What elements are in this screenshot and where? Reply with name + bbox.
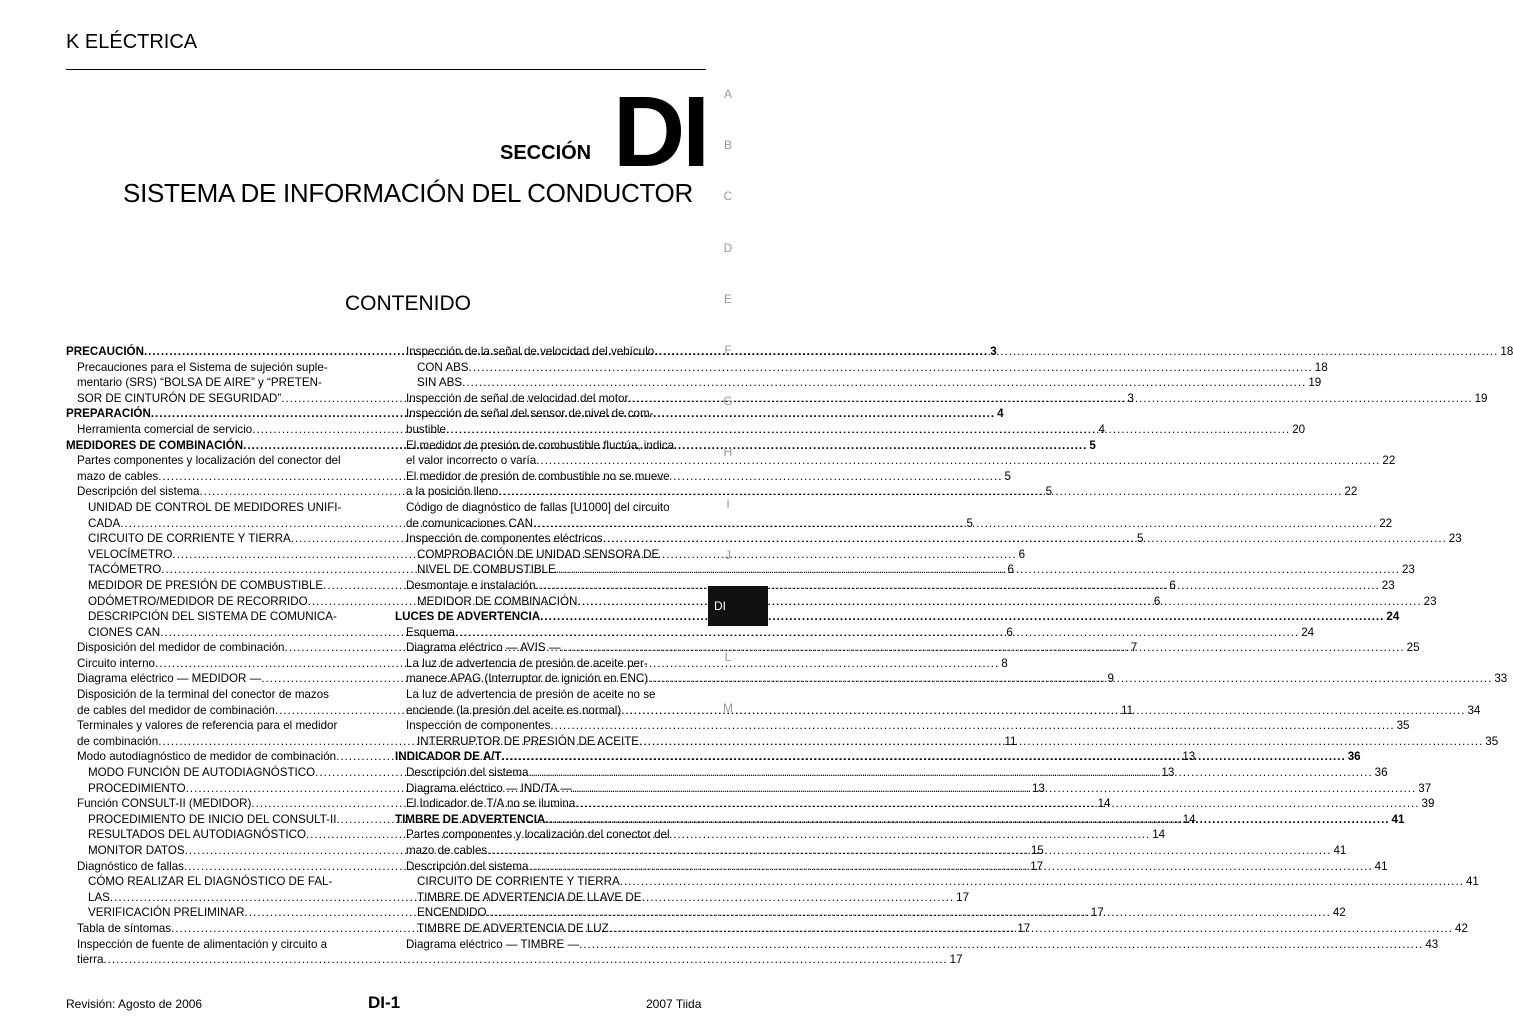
toc-entry-page: 5	[1045, 485, 1053, 499]
section-index-letter[interactable]: F	[724, 343, 732, 357]
toc-entry-text: enciende (la presión del aceite es normal)	[406, 703, 622, 717]
header-rule	[66, 69, 706, 70]
toc-entry-text: CIRCUITO DE CORRIENTE Y TIERRA	[417, 875, 620, 889]
toc-leader-dots	[487, 843, 1331, 859]
toc-entry-text: ENCENDIDO	[417, 906, 487, 920]
toc-entry-page: 22	[1379, 516, 1393, 530]
section-code: DI	[613, 76, 707, 188]
toc-entry-page: 42	[1332, 906, 1346, 920]
toc-entry-text: bustible	[406, 422, 446, 436]
toc-entry-text: UNIDAD DE CONTROL DE MEDIDORES UNIFI-	[88, 500, 342, 514]
section-index-letter[interactable]: B	[723, 138, 732, 153]
toc-entry-text: Partes componentes y localización del conector del	[406, 828, 670, 842]
toc-entry-text: mentario (SRS) “BOLSA DE AIRE” y “PRETEN-	[77, 376, 322, 390]
toc-leader-dots	[575, 796, 1419, 812]
toc-entry-text: Tabla de síntomas	[77, 921, 172, 935]
toc-entry-page: 4	[1098, 422, 1105, 436]
toc-entry	[66, 609, 373, 625]
toc-entry-page: 24	[1301, 625, 1315, 639]
toc-leader-dots	[533, 516, 1377, 532]
toc-entry-page: 17	[1090, 906, 1104, 920]
toc-entry	[395, 890, 702, 906]
toc-entry-text: NIVEL DE COMBUSTIBLE	[417, 563, 556, 577]
toc-entry-page: 13	[1161, 766, 1175, 780]
toc-entry-text: CIRCUITO DE CORRIENTE Y TIERRA	[88, 532, 291, 546]
toc-entry-text: de comunicaciones CAN	[406, 516, 533, 530]
section-index-letter[interactable]: I	[726, 496, 730, 511]
toc-entry-page: 41	[1374, 859, 1388, 873]
toc-entry-text: SIN ABS	[417, 376, 463, 390]
page-title: SISTEMA DE INFORMACIÓN DEL CONDUCTOR	[123, 178, 693, 208]
toc-entry-text: Circuito interno	[77, 656, 155, 670]
toc-leader-dots	[536, 453, 1380, 469]
toc-entry-text: Modo autodiagnóstico de medidor de combinación	[77, 750, 337, 764]
toc-entry-page: 17	[1030, 859, 1044, 873]
toc-entry-text: Terminales y valores de referencia para el medidor	[77, 719, 338, 733]
toc-entry-page: 36	[1374, 766, 1388, 780]
section-index-letter[interactable]: H	[723, 445, 733, 460]
toc-entry-page: 14	[1152, 828, 1166, 842]
toc-entry-page: 14	[1097, 797, 1111, 811]
toc-entry-text: INTERRUPTOR DE PRESIÓN DE ACEITE	[417, 734, 640, 748]
toc-entry-page: 15	[1030, 844, 1044, 857]
toc-entry-text: de combinación	[77, 734, 159, 748]
toc-entry-text: Descripción del sistema	[406, 859, 529, 873]
toc-entry[interactable]	[395, 375, 1322, 391]
toc-leader-dots	[103, 952, 947, 968]
toc-entry[interactable]	[395, 360, 1328, 376]
toc-entry-page: 6	[1006, 625, 1013, 639]
toc-entry-text: LUCES DE ADVERTENCIA	[395, 610, 541, 624]
toc-entry[interactable]	[395, 874, 1479, 890]
toc-entry-page: 33	[1494, 672, 1508, 686]
toc-entry-text: Diagrama eléctrico — AVIS —	[406, 641, 561, 655]
toc-leader-dots	[577, 594, 1421, 610]
toc-entry[interactable]	[395, 609, 1400, 625]
toc-entry-text: Función CONSULT-II (MEDIDOR)	[77, 797, 252, 811]
toc-entry-page: 41	[1465, 875, 1479, 889]
toc-entry-text: El Indicador de T/A no se ilumina	[406, 797, 576, 811]
toc-entry-page: 17	[956, 890, 970, 904]
toc-entry-page: 5	[966, 516, 973, 530]
toc-leader-dots	[556, 562, 1400, 578]
toc-entry-page: 34	[1467, 703, 1481, 717]
toc-entry-page: 35	[1396, 719, 1410, 733]
section-index-letter[interactable]: J	[725, 547, 731, 562]
toc-entry-text: TACÓMETRO	[88, 563, 162, 577]
toc-entry-page: 3	[990, 345, 997, 358]
toc-entry[interactable]	[395, 640, 1420, 656]
toc-leader-dots	[628, 391, 1472, 407]
toc-entry-text: MONITOR DATOS	[88, 844, 185, 857]
toc-entry-text: Esquema	[406, 625, 455, 639]
toc-entry-page: 39	[1421, 797, 1435, 811]
toc-entry-text: INDICADOR DE A/T	[395, 750, 502, 764]
toc-entry-text: TIMBRE DE ADVERTENCIA DE LUZ	[417, 921, 609, 935]
footer-page-number: DI-1	[368, 993, 401, 1012]
toc-entry-text: CÓMO REALIZAR EL DIAGNÓSTICO DE FAL-	[88, 875, 333, 889]
toc-leader-dots	[446, 422, 1290, 438]
toc-entry-page: 18	[1314, 360, 1328, 374]
section-index-letter[interactable]: M	[723, 701, 733, 716]
toc-entry	[395, 469, 702, 485]
section-label: SECCIÓN	[500, 142, 592, 164]
toc-entry	[66, 453, 373, 469]
toc-entry[interactable]	[395, 422, 1306, 438]
toc-entry-page: 5	[1136, 532, 1144, 546]
toc-entry-text: Código de diagnóstico de fallas [U1000] del circuito	[406, 500, 670, 514]
toc-entry-page: 23	[1423, 594, 1437, 608]
toc-entry[interactable]	[395, 484, 1358, 500]
toc-entry	[66, 375, 373, 391]
toc-entry-page: 6	[1007, 563, 1014, 577]
toc-entry-text: Descripción del sistema	[406, 766, 529, 780]
toc-entry	[395, 406, 702, 422]
toc-entry-page: 3	[1127, 391, 1134, 405]
toc-entry-text: a la posición lleno	[406, 485, 499, 499]
toc-entry-page: 6	[1169, 578, 1176, 592]
section-index-letter[interactable]: L	[724, 650, 732, 665]
toc-leader-dots	[639, 734, 1483, 750]
toc-entry-page: 18	[1500, 345, 1513, 358]
toc-entry-page: 42	[1455, 921, 1468, 935]
toc-entry-page: 36	[1347, 750, 1361, 764]
toc-entry[interactable]	[395, 578, 1395, 594]
toc-entry	[395, 656, 702, 672]
toc-entry-page: 13	[1182, 750, 1196, 764]
toc-entry	[395, 547, 702, 563]
toc-entry	[66, 360, 373, 376]
toc-entry	[66, 718, 373, 734]
toc-leader-dots	[603, 531, 1447, 547]
toc-leader-dots	[462, 375, 1306, 391]
toc-entry-text: el valor incorrecto o varía	[406, 454, 537, 468]
section-index-letter[interactable]: C	[723, 189, 733, 204]
toc-leader-dots	[648, 671, 1492, 687]
toc-leader-dots	[487, 905, 1331, 921]
toc-leader-dots	[654, 344, 1498, 360]
toc-leader-dots	[498, 484, 1342, 500]
toc-entry	[66, 937, 373, 953]
toc-entry-text: VERIFICACIÓN PRELIMINAR	[88, 906, 245, 920]
toc-entry-text: Inspección de la señal de velocidad del vehículo	[406, 345, 655, 358]
toc-entry-text: SOR DE CINTURÓN DE SEGURIDAD”	[77, 391, 282, 405]
toc-leader-dots	[528, 765, 1372, 781]
toc-entry-text: Herramienta comercial de servicio	[77, 422, 253, 436]
section-index-letter[interactable]: D	[723, 240, 733, 255]
toc-entry-page: 19	[1474, 391, 1488, 405]
toc-entry-text: de cables del medidor de combinación	[77, 703, 275, 717]
toc-entry-page: 43	[1425, 937, 1439, 951]
contents-heading: CONTENIDO	[345, 292, 471, 315]
toc-entry-text: VELOCÍMETRO	[88, 547, 173, 561]
toc-entry-text: ODÓMETRO/MEDIDOR DE RECORRIDO	[88, 594, 308, 608]
toc-entry-text: PROCEDIMIENTO	[88, 781, 186, 795]
toc-entry[interactable]	[395, 344, 1513, 360]
toc-leader-dots	[609, 921, 1453, 937]
toc-leader-dots	[536, 578, 1380, 594]
toc-entry-text: Disposición del medidor de combinación	[77, 641, 285, 655]
toc-entry-text: Inspección de componentes eléctricos	[406, 532, 603, 546]
footer-revision: Revisión: Agosto de 2006	[66, 997, 203, 1011]
toc-entry-page: 5	[1004, 469, 1011, 483]
toc-entry-text: TIMBRE DE ADVERTENCIA DE LLAVE DE	[417, 890, 642, 904]
toc-entry[interactable]	[395, 625, 1315, 641]
toc-entry-text: CON ABS	[417, 360, 469, 374]
toc-entry-text: CADA	[88, 516, 121, 530]
toc-entry	[395, 500, 702, 516]
toc-entry-page: 41	[1391, 812, 1405, 826]
toc-entry-page: 25	[1406, 641, 1420, 655]
toc-entry-text: Disposición de la terminal del conector de mazos	[77, 688, 329, 702]
toc-entry	[66, 687, 373, 703]
toc-entry[interactable]	[395, 391, 1488, 407]
section-index-letter[interactable]: G	[723, 394, 733, 409]
toc-entry-page: 4	[997, 407, 1004, 421]
toc-entry-page: 11	[1121, 703, 1134, 717]
toc-entry-text: PREPARACIÓN	[66, 407, 151, 421]
toc-entry-page: 8	[1001, 656, 1008, 670]
toc-entry	[395, 687, 702, 703]
toc-leader-dots	[579, 937, 1423, 953]
toc-entry-text: La luz de advertencia de presión de aceite no se	[406, 688, 656, 702]
toc-leader-dots	[455, 625, 1299, 641]
toc-entry-page: 35	[1485, 734, 1499, 748]
toc-entry-text: Precauciones para el Sistema de sujeción suple-	[77, 360, 328, 374]
toc-entry-text: mazo de cables	[77, 469, 159, 483]
toc-entry-text: Diagrama eléctrico — IND/TA —	[406, 781, 573, 795]
footer-model: 2007 Tiida	[646, 997, 702, 1011]
toc-entry-text: PROCEDIMIENTO DE INICIO DEL CONSULT-II	[88, 812, 337, 826]
toc-entry-text: mazo de cables	[406, 844, 488, 857]
toc-entry-text: Inspección de señal del sensor de nivel de com-	[406, 407, 654, 421]
toc-entry-page: 14	[1182, 812, 1196, 826]
toc-entry-text: MEDIDORES DE COMBINACIÓN	[66, 438, 244, 452]
toc-entry-text: La luz de advertencia de presión de aceite per-	[406, 656, 648, 670]
toc-entry-page: 24	[1386, 610, 1400, 624]
toc-entry-text: Diagnóstico de fallas	[77, 859, 184, 873]
toc-entry	[66, 874, 373, 890]
toc-entry-text: Inspección de componentes	[406, 719, 551, 733]
toc-entry-text: TIMBRE DE ADVERTENCIA	[395, 812, 546, 826]
toc-entry-page: 6	[1018, 547, 1026, 561]
toc-entry-text: MEDIDOR DE COMBINACIÓN	[417, 594, 578, 608]
toc-entry-text: MEDIDOR DE PRESIÓN DE COMBUSTIBLE	[88, 578, 324, 592]
toc-entry-text: Diagrama eléctrico — MEDIDOR —	[77, 672, 262, 686]
toc-entry-text: LAS	[88, 890, 110, 904]
toc-entry-page: 19	[1308, 376, 1322, 390]
toc-leader-dots	[545, 812, 1389, 828]
toc-leader-dots	[572, 781, 1416, 797]
toc-entry	[395, 438, 702, 454]
toc-entry-page: 6	[1153, 594, 1161, 608]
toc-entry-page: 13	[1031, 781, 1045, 795]
toc-entry-page: 22	[1344, 485, 1358, 499]
toc-entry[interactable]	[395, 453, 1396, 469]
toc-entry-text: Inspección de señal de velocidad del motor	[406, 391, 629, 405]
toc-entry	[66, 500, 373, 516]
toc-entry-text: COMPROBACIÓN DE UNIDAD SENSORA DE	[417, 547, 660, 561]
toc-entry-page: 23	[1381, 578, 1395, 592]
section-index-active-tab[interactable]	[708, 586, 768, 626]
toc-leader-dots	[528, 859, 1372, 875]
toc-entry	[395, 827, 702, 843]
toc-entry-page: 20	[1292, 422, 1306, 436]
toc-entry-page: 23	[1401, 563, 1415, 577]
toc-entry-page: 5	[1089, 438, 1096, 452]
toc-entry-page: 22	[1382, 454, 1396, 468]
toc-entry-text: Partes componentes y localización del conector del	[77, 454, 341, 468]
toc-entry[interactable]	[395, 671, 1508, 687]
toc-entry-page: 23	[1448, 532, 1462, 546]
toc-entry-page: 41	[1333, 844, 1347, 857]
toc-entry-text: Desmontaje e instalación	[406, 578, 536, 592]
toc-entry-text: Diagrama eléctrico — TIMBRE —	[406, 937, 580, 951]
toc-entry[interactable]	[395, 594, 1437, 610]
toc-entry-page: 11	[1004, 734, 1017, 748]
toc-entry-page: 7	[1130, 641, 1138, 655]
toc-entry-page: 17	[1017, 921, 1031, 935]
toc-leader-dots	[550, 718, 1394, 734]
toc-leader-dots	[560, 640, 1404, 656]
toc-entry-text: tierra	[77, 953, 104, 967]
toc-entry-text: Descripción del sistema	[77, 485, 200, 499]
toc-entry[interactable]	[66, 952, 963, 968]
section-index-letter[interactable]: E	[723, 291, 732, 306]
toc-entry-text: CIONES CAN	[88, 625, 161, 639]
toc-entry[interactable]	[395, 937, 1439, 953]
toc-entry[interactable]	[395, 516, 1393, 532]
toc-leader-dots	[540, 609, 1384, 625]
toc-leader-dots	[502, 749, 1346, 765]
toc-entry-text: MODO FUNCIÓN DE AUTODIAGNÓSTICO	[88, 766, 316, 780]
toc-entry-text: DESCRIPCIÓN DEL SISTEMA DE COMUNICA-	[88, 610, 337, 624]
section-index-letter[interactable]: A	[723, 87, 732, 101]
toc-entry-page: 37	[1418, 781, 1432, 795]
toc-leader-dots	[620, 874, 1464, 890]
toc-entry[interactable]	[395, 718, 1410, 734]
toc-entry-text: RESULTADOS DEL AUTODIAGNÓSTICO	[88, 828, 306, 842]
section-index-active-label: DI	[714, 599, 726, 613]
toc-entry-text: Inspección de fuente de alimentación y circuito a	[77, 937, 328, 951]
toc-entry-text: manece APAG (Interruptor de ignición en ENC)	[406, 672, 649, 686]
toc-entry-text: El medidor de presión de combustible fluctúa, indica	[406, 438, 675, 452]
toc-entry-text: El medidor de presión de combustible no se mueve	[406, 469, 670, 483]
toc-entry-text: PRECAUCIÓN	[66, 345, 144, 358]
toc-entry-page: 9	[1107, 672, 1114, 686]
header-title: K ELÉCTRICA	[66, 31, 198, 53]
toc-entry[interactable]	[395, 531, 1462, 547]
toc-leader-dots	[469, 360, 1313, 376]
toc-entry[interactable]	[395, 562, 1415, 578]
toc-entry-page: 17	[949, 953, 963, 967]
